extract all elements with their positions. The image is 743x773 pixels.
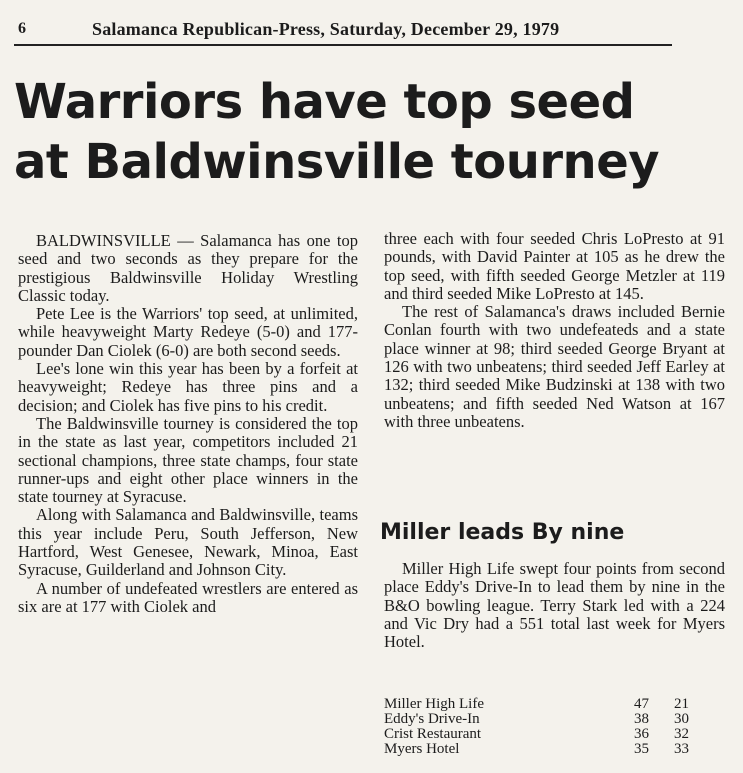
wins: 35 (634, 741, 649, 757)
table-row (384, 727, 714, 742)
article-column-right (384, 230, 725, 431)
article-column-left (18, 232, 358, 616)
losses: 33 (674, 741, 689, 757)
bowling-paragraph: Miller High Life swept four points from second place Eddy's Drive-In to lead them by nine in the B&O bowling league. Terry Stark led with a 224 and Vic Dry had a 551 total last week for Myers Hotel. (384, 559, 725, 652)
bowling-story (384, 560, 725, 651)
page-cutoff (0, 758, 743, 773)
losses: 32 (674, 726, 689, 742)
wins: 47 (634, 696, 649, 712)
team-name: Eddy's Drive-In (384, 711, 480, 727)
masthead (14, 14, 670, 44)
team-name: Myers Hotel (384, 741, 460, 757)
article-paragraph: Pete Lee is the Warriors' top seed, at unlimited, while heavyweight Marty Redeye (5-0) and 177-pounder Dan Ciolek (6-0) are both second seeds. (18, 304, 358, 360)
folio-line: Salamanca Republican-Press, Saturday, December 29, 1979 (92, 19, 560, 39)
article-paragraph: Lee's lone win this year has been by a forfeit at heavyweight; Redeye has three pins and a decision; and Ciolek has five pins to his credit. (18, 359, 358, 415)
losses: 30 (674, 711, 689, 727)
page-number: 6 (18, 20, 26, 37)
losses: 21 (674, 696, 689, 712)
article-paragraph: A number of undefeated wrestlers are entered as six are at 177 with Ciolek and (18, 578, 358, 616)
article-paragraph: BALDWINSVILLE — Salamanca has one top seed and two seconds as they prepare for the prestigious Baldwinsville Holiday Wrestling Classic today. (18, 231, 358, 305)
team-name: Miller High Life (384, 696, 484, 712)
masthead-rule (14, 44, 672, 46)
article-paragraph: three each with four seeded Chris LoPresto at 91 pounds, with David Painter at 105 as he drew the top seed, with fifth seeded George Metzler at 119 and third seeded Mike LoPresto at 145. (384, 229, 725, 303)
wins: 36 (634, 726, 649, 742)
bowling-subhead: Miller leads By nine (380, 520, 625, 545)
headline-line-1: Warriors have top seed (14, 74, 635, 130)
article-paragraph: The Baldwinsville tourney is considered the top in the state as last year, competitors included 21 sectional champions, three state champs, four state runner-ups and eight other place winners in the state tourney at Syracuse. (18, 413, 358, 507)
headline (14, 72, 734, 192)
article-paragraph: The rest of Salamanca's draws included Bernie Conlan fourth with two undefeateds and a state place winner at 98; third seeded George Bryant at 126 with two unbeatens; third seeded Jeff Earley at 132; third seeded Mike Budzinski at 138 with two unbeatens; and fifth seeded Ned Watson at 167 with three unbeatens. (384, 302, 725, 431)
bowling-standings (384, 697, 714, 757)
article-paragraph: Along with Salamanca and Baldwinsville, teams this year include Peru, South Jefferson, New Hartford, West Genesee, Newark, Minoa, East Syracuse, Guilderland and Johnson City. (18, 505, 358, 580)
table-row (384, 697, 714, 712)
wins: 38 (634, 711, 649, 727)
table-row (384, 712, 714, 727)
table-row (384, 742, 714, 757)
headline-line-2: at Baldwinsville tourney (14, 134, 660, 190)
team-name: Crist Restaurant (384, 726, 482, 742)
